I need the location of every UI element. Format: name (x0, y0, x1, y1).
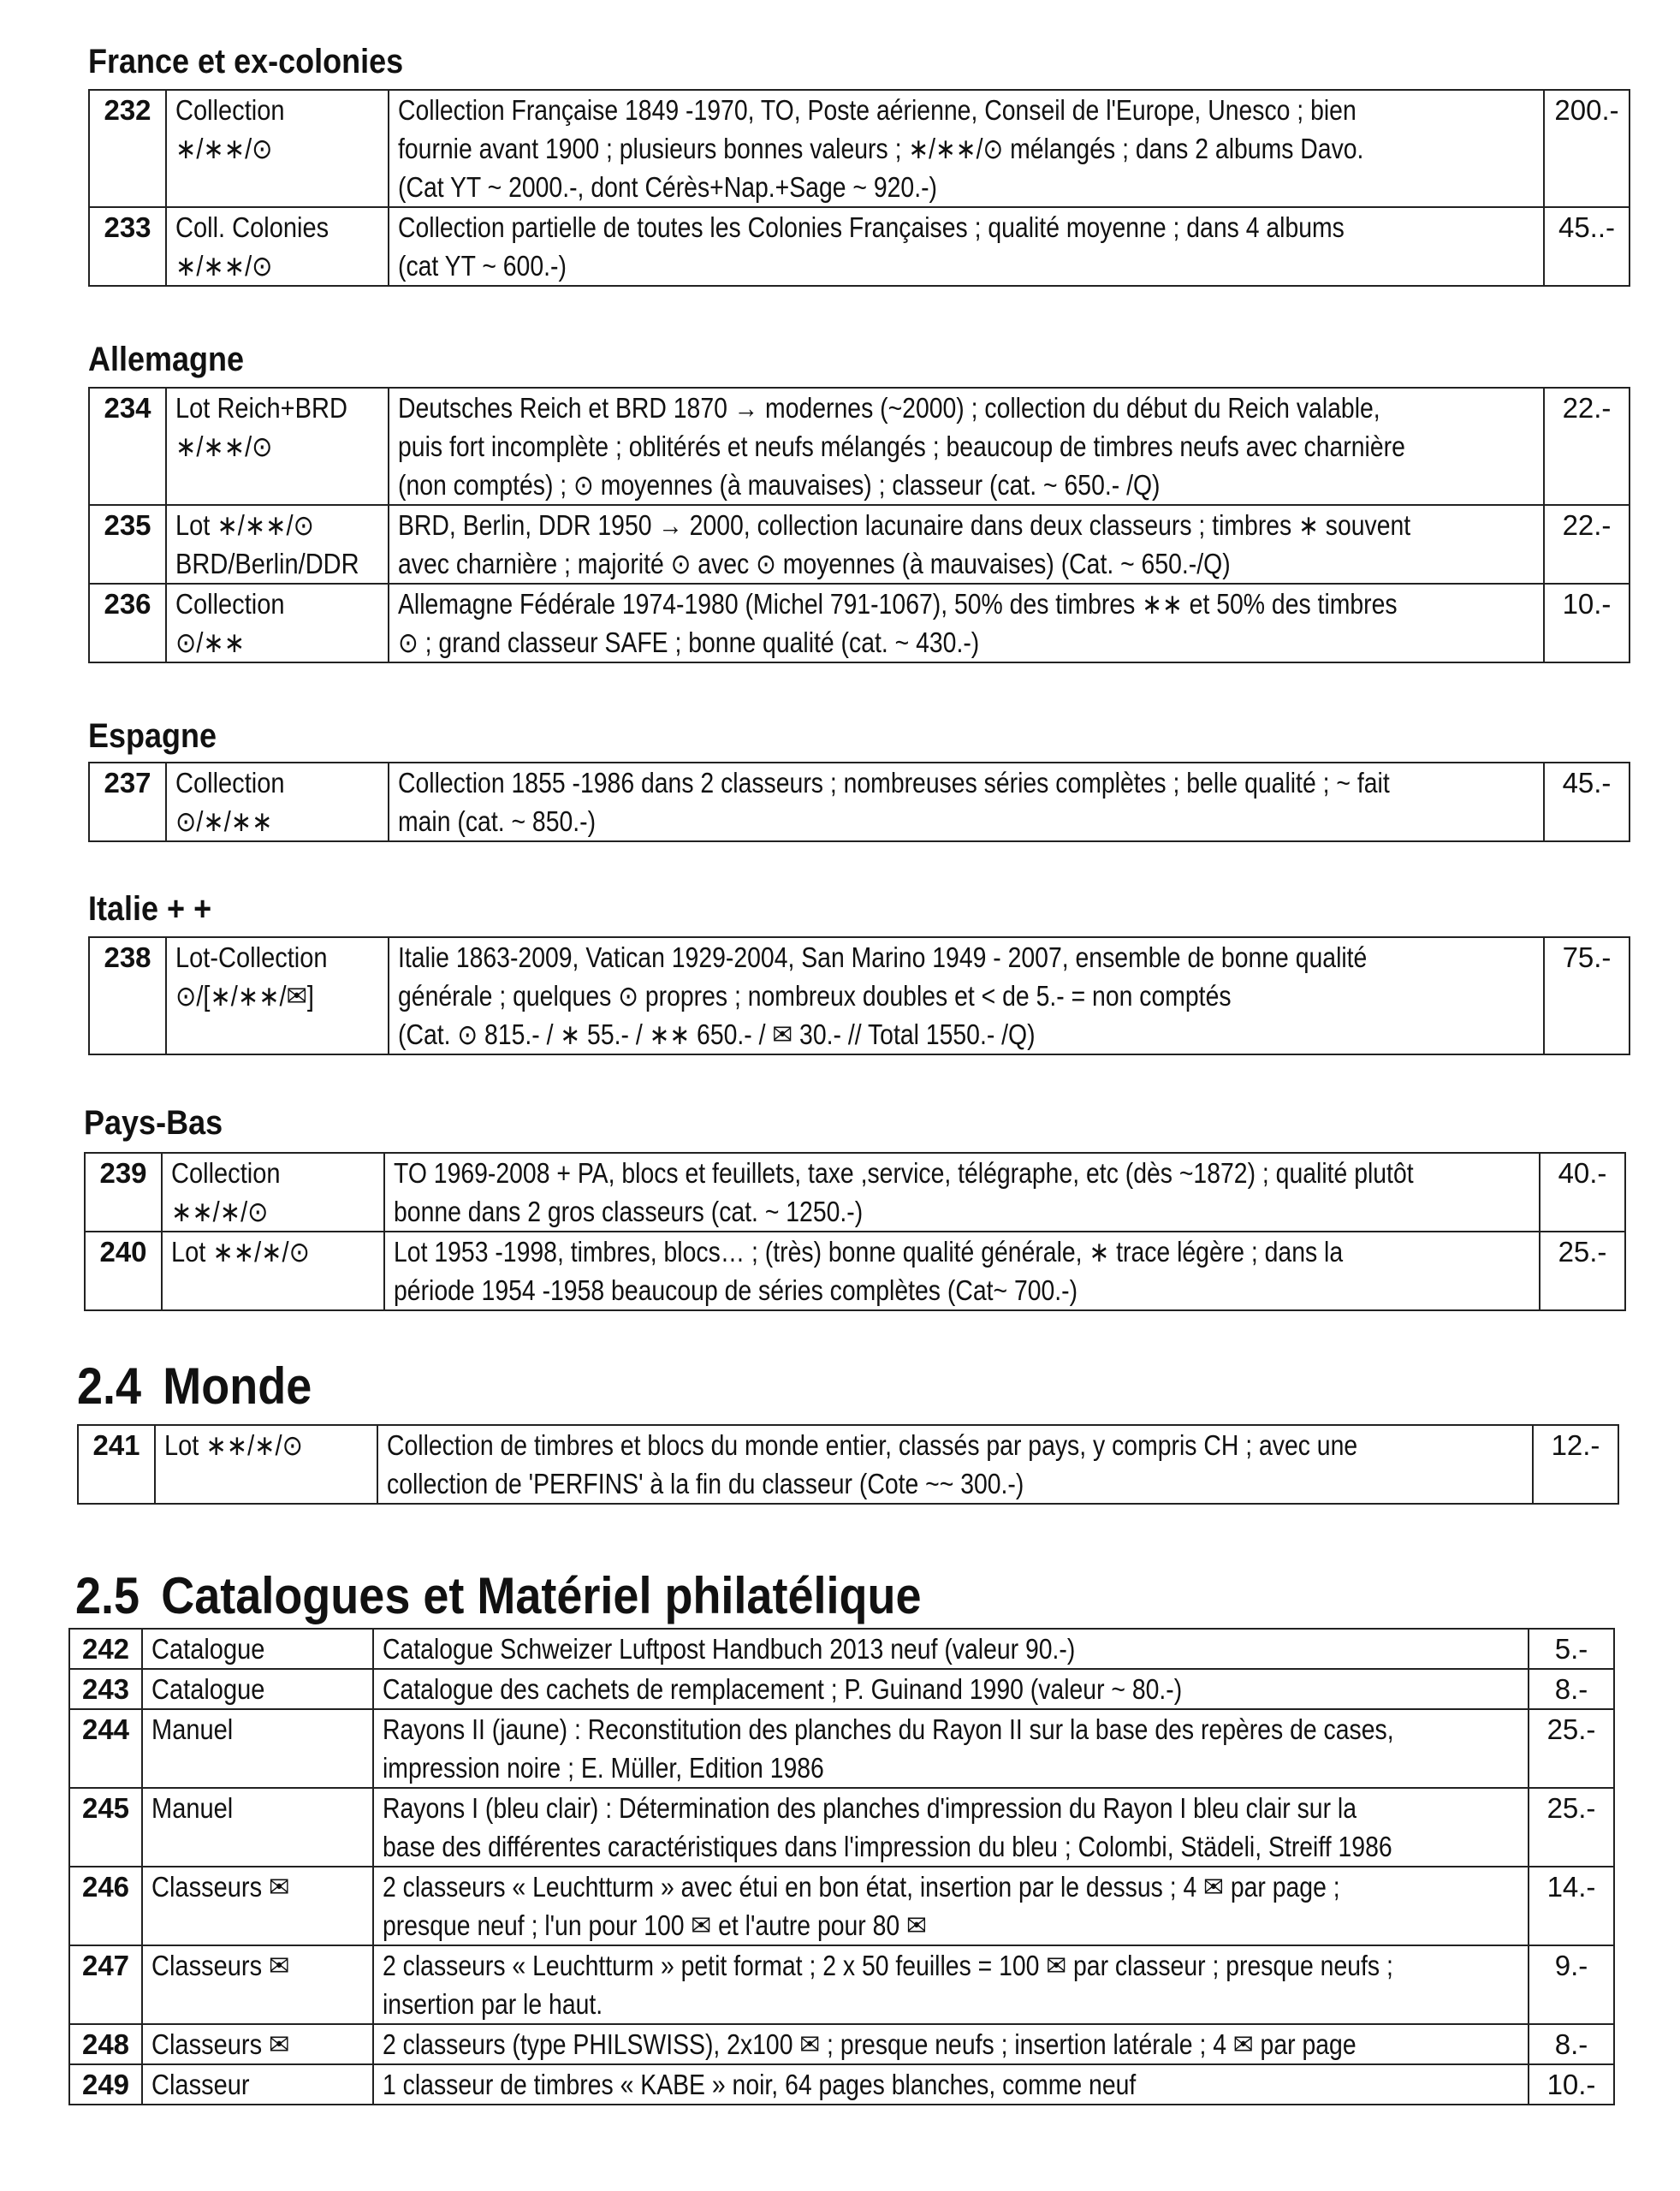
lot-category: Classeur (142, 2064, 373, 2105)
lot-price: 25.- (1529, 1709, 1614, 1788)
lot-row-240 (85, 1232, 1625, 1310)
section-title-france: France et ex-colonies (88, 43, 404, 80)
lot-price: 200.- (1544, 90, 1630, 207)
lot-row-243 (69, 1669, 1614, 1709)
lot-description: Catalogue des cachets de remplacement ; P. Guinand 1990 (valeur ~ 80.-) (373, 1669, 1529, 1709)
lot-price: 75.- (1544, 937, 1630, 1054)
lot-price: 8.- (1529, 2024, 1614, 2064)
lot-price: 10.- (1544, 584, 1630, 662)
lot-price: 22.- (1544, 388, 1630, 505)
lot-description: Deutsches Reich et BRD 1870 → modernes (~2000) ; collection du début du Reich valable, puis fort incomplète ; oblitérés et neufs mélangés ; beaucoup de timbres neufs avec charnière (non comptés) ; ⊙ moyennes (à mauvaises) ; classeur (cat. ~ 650.- /Q) (389, 388, 1544, 505)
lot-number: 242 (69, 1629, 142, 1669)
lot-row-235 (89, 505, 1630, 584)
lot-number: 244 (69, 1709, 142, 1788)
lot-category: Classeurs ✉ (142, 1867, 373, 1945)
lot-number: 243 (69, 1669, 142, 1709)
section-title-monde: 2.4 Monde (77, 1357, 312, 1415)
lot-number: 246 (69, 1867, 142, 1945)
lot-row-246 (69, 1867, 1614, 1945)
lot-price: 25.- (1529, 1788, 1614, 1867)
lot-description: Collection de timbres et blocs du monde entier, classés par pays, y compris CH ; avec une collection de 'PERFINS' à la fin du classeur (Cote ~~ 300.-) (377, 1425, 1533, 1504)
lot-row-237 (89, 763, 1630, 841)
lot-description: Collection 1855 -1986 dans 2 classeurs ; nombreuses séries complètes ; belle qualité ; ~ fait main (cat. ~ 850.-) (389, 763, 1544, 841)
lot-price: 5.- (1529, 1629, 1614, 1669)
lot-row-239 (85, 1153, 1625, 1232)
lot-description: Collection partielle de toutes les Colonies Françaises ; qualité moyenne ; dans 4 albums (cat YT ~ 600.-) (389, 207, 1544, 286)
lot-category: Manuel (142, 1788, 373, 1867)
lot-category: Classeurs ✉ (142, 2024, 373, 2064)
lot-category: Lot ∗∗/∗/⊙ (155, 1425, 377, 1504)
lot-description: TO 1969-2008 + PA, blocs et feuillets, taxe ,service, télégraphe, etc (dès ~1872) ; qualité plutôt bonne dans 2 gros classeurs (cat. ~ 1250.-) (384, 1153, 1540, 1232)
lot-category: Catalogue (142, 1629, 373, 1669)
lot-number: 241 (78, 1425, 155, 1504)
lot-price: 12.- (1533, 1425, 1618, 1504)
lot-description: Rayons II (jaune) : Reconstitution des planches du Rayon II sur la base des repères de cases, impression noire ; E. Müller, Edition 1986 (373, 1709, 1529, 1788)
lot-number: 234 (89, 388, 166, 505)
lot-row-232 (89, 90, 1630, 207)
lot-condition: ∗∗/∗/⊙ (171, 1196, 269, 1227)
lot-condition: ⊙/∗∗ (175, 626, 246, 658)
lot-row-238 (89, 937, 1630, 1054)
lot-number: 235 (89, 505, 166, 584)
lot-category: Lot ∗∗/∗/⊙ (162, 1232, 384, 1310)
lot-condition: ⊙/∗/∗∗ (175, 805, 273, 837)
section-title-allemagne: Allemagne (88, 341, 245, 378)
lot-price: 10.- (1529, 2064, 1614, 2105)
lot-number: 232 (89, 90, 166, 207)
lot-number: 239 (85, 1153, 162, 1232)
lot-row-245 (69, 1788, 1614, 1867)
lot-description: Lot 1953 -1998, timbres, blocs… ; (très) bonne qualité générale, ∗ trace légère ; dans la période 1954 -1958 beaucoup de séries complètes (Cat~ 700.-) (384, 1232, 1540, 1310)
lot-category: Lot-Collection ⊙/[∗/∗∗/✉] (166, 937, 389, 1054)
section-title-catalogues: 2.5 Catalogues et Matériel philatélique (75, 1567, 922, 1624)
lot-number: 249 (69, 2064, 142, 2105)
lot-table-italie (88, 936, 1630, 1055)
lot-price: 8.- (1529, 1669, 1614, 1709)
lot-row-247 (69, 1945, 1614, 2024)
lot-description: 2 classeurs « Leuchtturm » petit format ; 2 x 50 feuilles = 100 ✉ par classeur ; presque neufs ; insertion par le haut. (373, 1945, 1529, 2024)
lot-category: Lot ∗/∗∗/⊙ BRD/Berlin/DDR (166, 505, 389, 584)
lot-price: 45.- (1544, 763, 1630, 841)
section-title-paysbas: Pays-Bas (84, 1104, 223, 1142)
lot-description: Rayons I (bleu clair) : Détermination des planches d'impression du Rayon I bleu clair sur la base des différentes caractéristiques dans l'impression du bleu ; Colombi, Städeli, Streiff 1986 (373, 1788, 1529, 1867)
lot-table-monde (77, 1424, 1619, 1505)
lot-price: 45..- (1544, 207, 1630, 286)
lot-category: Classeurs ✉ (142, 1945, 373, 2024)
lot-row-233 (89, 207, 1630, 286)
lot-table-catalogues (68, 1628, 1615, 2105)
lot-number: 237 (89, 763, 166, 841)
lot-condition: ∗/∗∗/⊙ (175, 133, 273, 164)
lot-number: 247 (69, 1945, 142, 2024)
lot-category: Manuel (142, 1709, 373, 1788)
lot-description: BRD, Berlin, DDR 1950 → 2000, collection lacunaire dans deux classeurs ; timbres ∗ souvent avec charnière ; majorité ⊙ avec ⊙ moyennes (à mauvaises) (Cat. ~ 650.-/Q) (389, 505, 1544, 584)
lot-price: 25.- (1540, 1232, 1625, 1310)
lot-row-234 (89, 388, 1630, 505)
lot-row-249 (69, 2064, 1614, 2105)
lot-category: Catalogue (142, 1669, 373, 1709)
lot-row-242 (69, 1629, 1614, 1669)
lot-description: Italie 1863-2009, Vatican 1929-2004, San Marino 1949 - 2007, ensemble de bonne qualité générale ; quelques ⊙ propres ; nombreux doubles et < de 5.- = non comptés (Cat. ⊙ 815.- / ∗ 55.- / ∗∗ 650.- / ✉ 30.- // Total 1550.- /Q) (389, 937, 1544, 1054)
lot-number: 233 (89, 207, 166, 286)
lot-table-france (88, 89, 1630, 287)
lot-category: Collection ⊙/∗/∗∗ (166, 763, 389, 841)
lot-row-236 (89, 584, 1630, 662)
lot-description: 2 classeurs « Leuchtturm » avec étui en bon état, insertion par le dessus ; 4 ✉ par page ; presque neuf ; l'un pour 100 ✉ et l'autre pour 80 ✉ (373, 1867, 1529, 1945)
lot-table-paysbas (84, 1152, 1626, 1311)
lot-description: 1 classeur de timbres « KABE » noir, 64 pages blanches, comme neuf (373, 2064, 1529, 2105)
lot-table-allemagne (88, 387, 1630, 663)
lot-row-244 (69, 1709, 1614, 1788)
lot-number: 245 (69, 1788, 142, 1867)
lot-category: Collection ⊙/∗∗ (166, 584, 389, 662)
lot-price: 9.- (1529, 1945, 1614, 2024)
lot-price: 40.- (1540, 1153, 1625, 1232)
lot-row-248 (69, 2024, 1614, 2064)
lot-description: 2 classeurs (type PHILSWISS), 2x100 ✉ ; presque neufs ; insertion latérale ; 4 ✉ par page (373, 2024, 1529, 2064)
lot-category: Coll. Colonies ∗/∗∗/⊙ (166, 207, 389, 286)
section-title-italie: Italie + + (88, 890, 212, 928)
lot-category: Collection ∗∗/∗/⊙ (162, 1153, 384, 1232)
lot-description: Catalogue Schweizer Luftpost Handbuch 2013 neuf (valeur 90.-) (373, 1629, 1529, 1669)
lot-condition: ⊙/[∗/∗∗/✉] (175, 980, 315, 1012)
section-title-espagne: Espagne (88, 717, 217, 755)
lot-number: 240 (85, 1232, 162, 1310)
lot-number: 236 (89, 584, 166, 662)
lot-description: Collection Française 1849 -1970, TO, Poste aérienne, Conseil de l'Europe, Unesco ; bien fournie avant 1900 ; plusieurs bonnes valeurs ; ∗/∗∗/⊙ mélangés ; dans 2 albums Davo. (Cat YT ~ 2000.-, dont Cérès+Nap.+Sage ~ 920.-) (389, 90, 1544, 207)
lot-category: Collection ∗/∗∗/⊙ (166, 90, 389, 207)
lot-condition: ∗/∗∗/⊙ (175, 250, 273, 282)
lot-price: 22.- (1544, 505, 1630, 584)
lot-condition: BRD/Berlin/DDR (175, 548, 359, 579)
lot-table-espagne (88, 762, 1630, 842)
lot-condition: ∗/∗∗/⊙ (175, 430, 273, 462)
lot-row-241 (78, 1425, 1618, 1504)
lot-category: Lot Reich+BRD ∗/∗∗/⊙ (166, 388, 389, 505)
lot-description: Allemagne Fédérale 1974-1980 (Michel 791-1067), 50% des timbres ∗∗ et 50% des timbres ⊙ ; grand classeur SAFE ; bonne qualité (cat. ~ 430.-) (389, 584, 1544, 662)
lot-price: 14.- (1529, 1867, 1614, 1945)
lot-number: 248 (69, 2024, 142, 2064)
lot-number: 238 (89, 937, 166, 1054)
